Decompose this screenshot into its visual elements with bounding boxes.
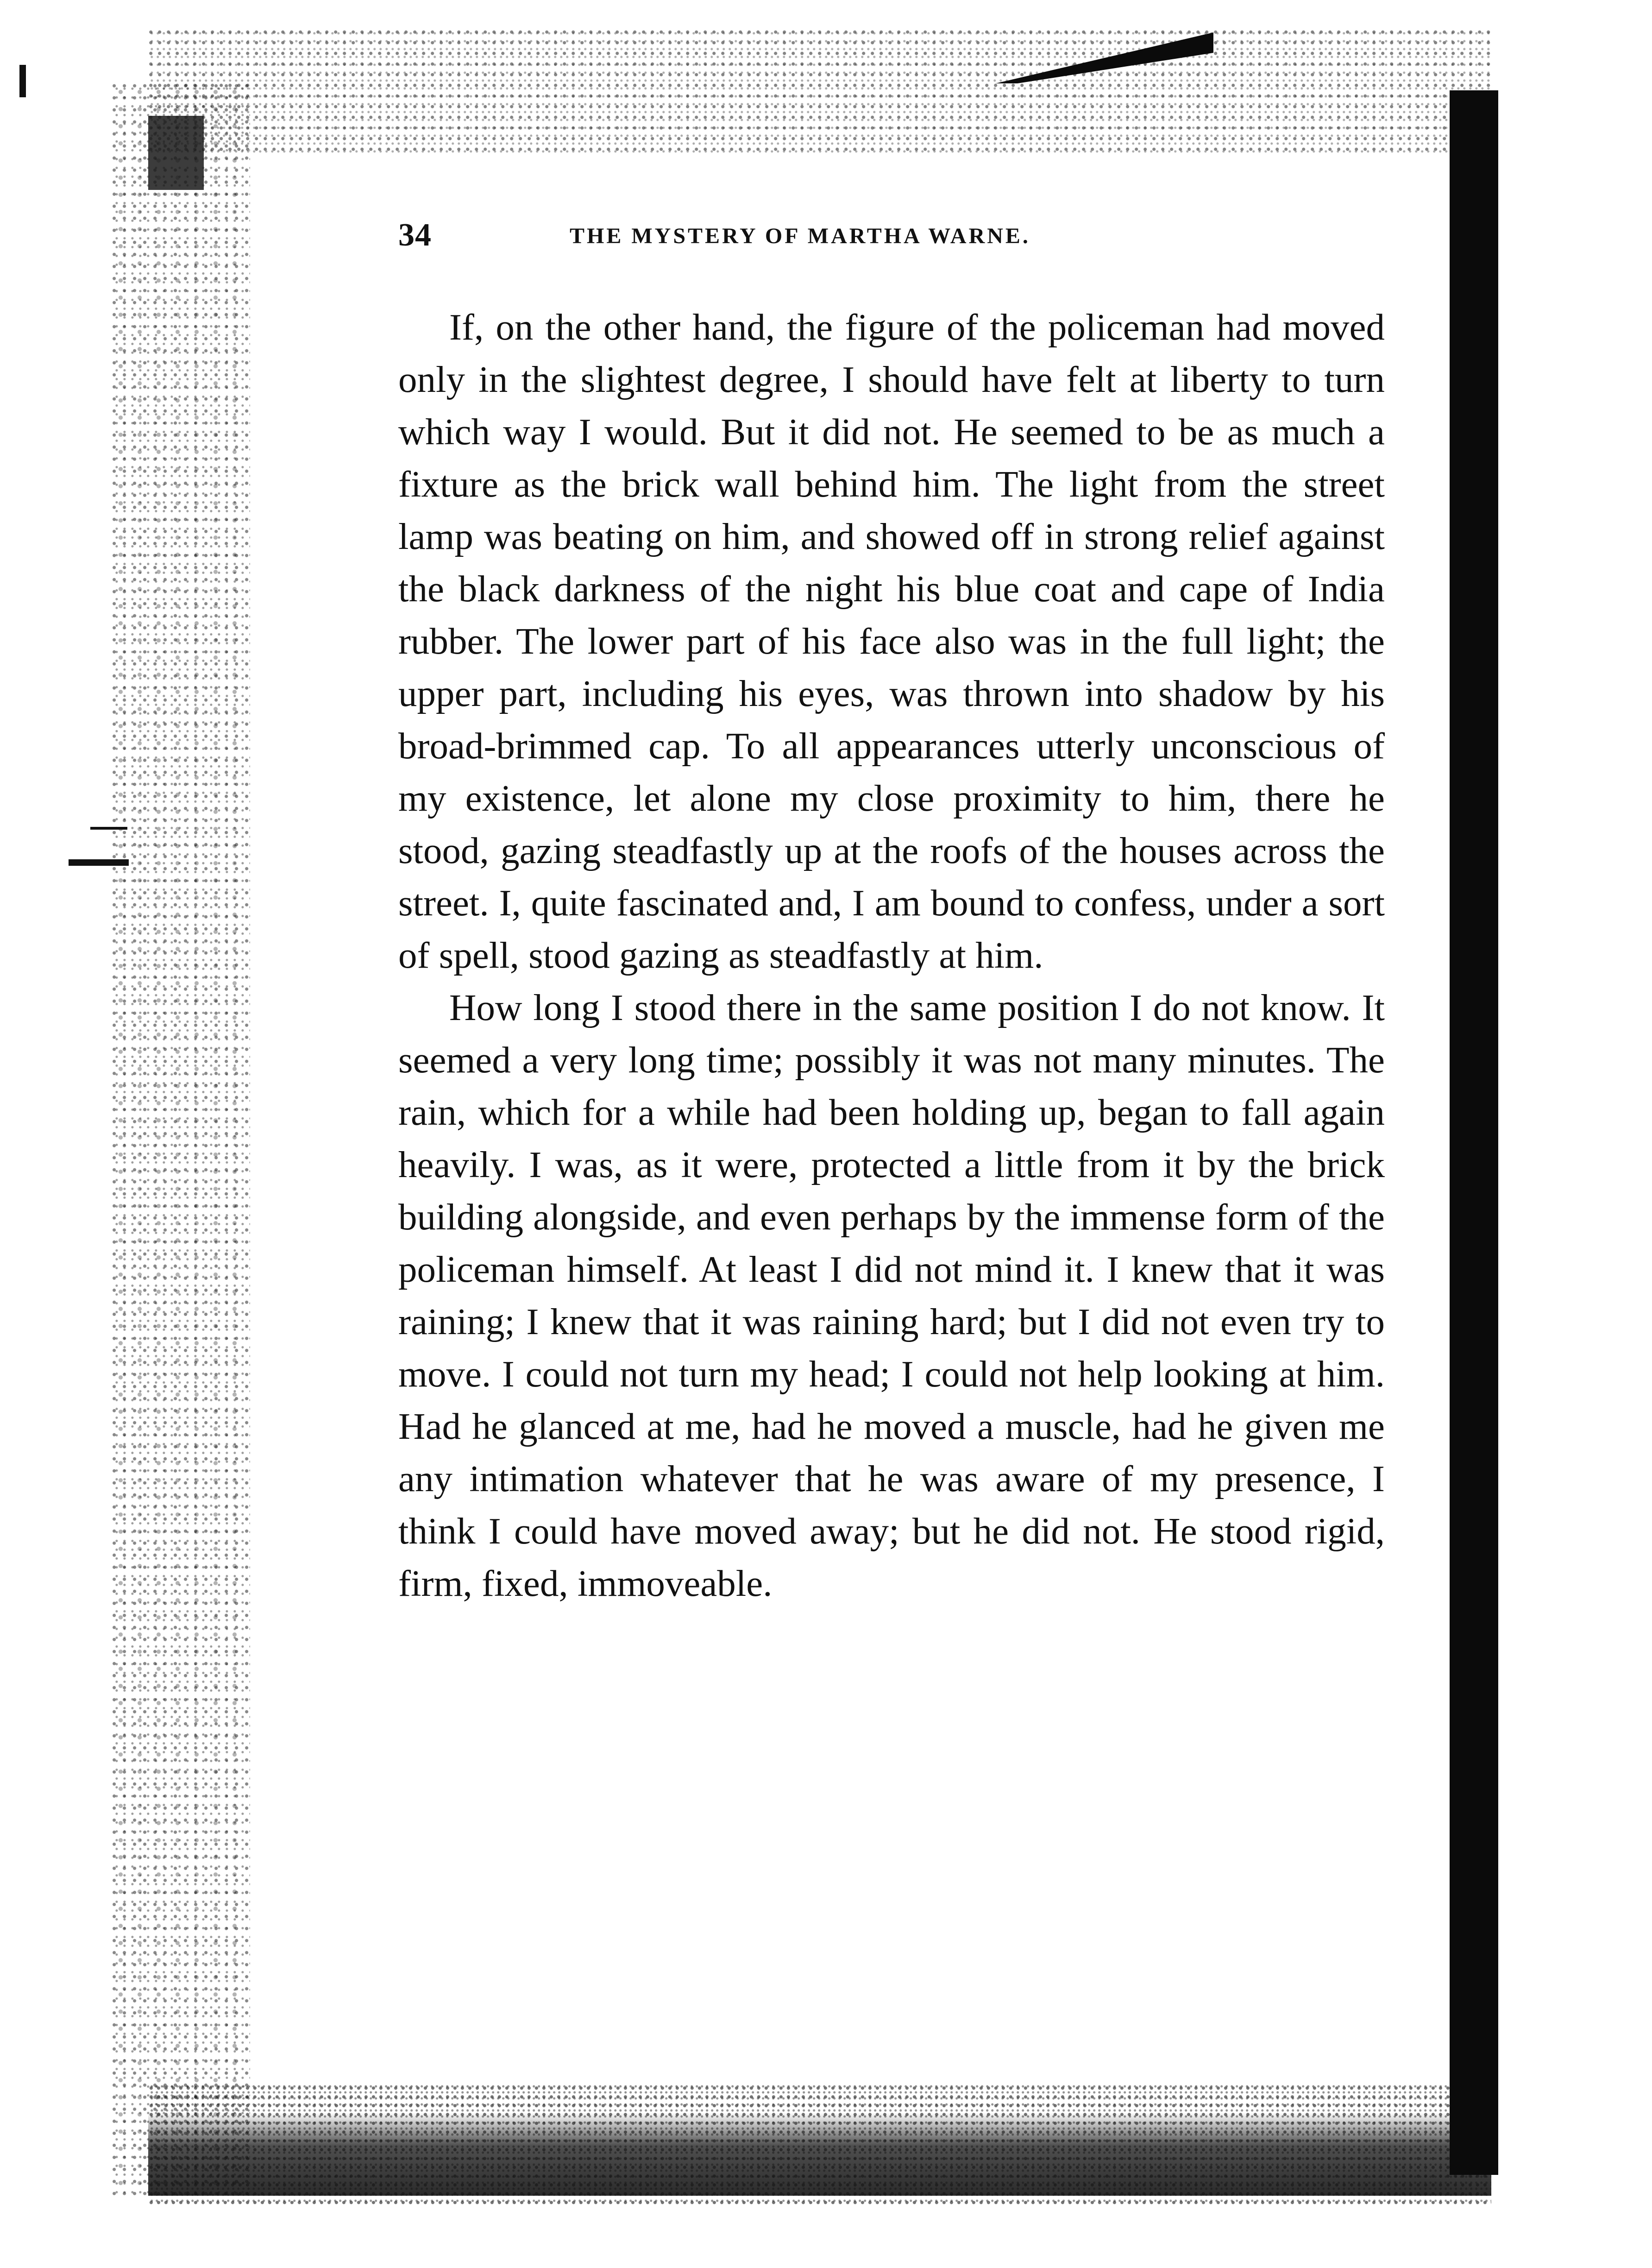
scan-edge-right: [1450, 90, 1498, 2175]
scan-shadow-bottom: [148, 2112, 1491, 2196]
paragraph: If, on the other hand, the figure of the policeman had moved only in the slightest degree, I should have felt at liberty to turn which way I would. But it did not. He seemed to be as much a fixture as the brick wall behind him. The light from the street lamp was beating on him, and showed off in strong relief against the black darkness of the night his blue coat and cape of India rubber. The lower part of his face also was in the full light; the upper part, including his eyes, was thrown into shadow by his broad-brimmed cap. To all appearances utterly unconscious of my existence, let alone my close proximity to him, there he stood, gazing steadfastly up at the roofs of the houses across the street. I, quite fascinated and, I am bound to confess, under a sort of spell, stood gazing as steadfastly at him.: [398, 306, 1385, 976]
page-body: [398, 301, 1385, 1610]
page-number: 34: [398, 217, 432, 253]
scan-shadow-top-left: [148, 116, 204, 190]
corner-mark: [19, 65, 26, 97]
scan-noise-top: [148, 28, 1491, 158]
margin-mark: [69, 859, 129, 866]
margin-mark-small: [90, 827, 127, 830]
running-title: THE MYSTERY OF MARTHA WARNE.: [570, 224, 1030, 248]
running-head: [398, 213, 1278, 264]
scan-noise-left: [111, 83, 250, 2196]
paragraph: How long I stood there in the same position I do not know. It seemed a very long time; possibly it was not many minutes. The rain, which for a while had been holding up, began to fall again heavily. I was, as it were, protected a little from it by the brick building alongside, and even perhaps by the immense form of the policeman himself. At least I did not mind it. I knew that it was raining; I knew that it was raining hard; but I did not even try to move. I could not turn my head; I could not help looking at him. Had he glanced at me, had he moved a muscle, had he given me any intimation whatever that he was aware of my presence, I think I could have moved away; but he did not. He stood rigid, firm, fixed, immoveable.: [398, 987, 1385, 1604]
